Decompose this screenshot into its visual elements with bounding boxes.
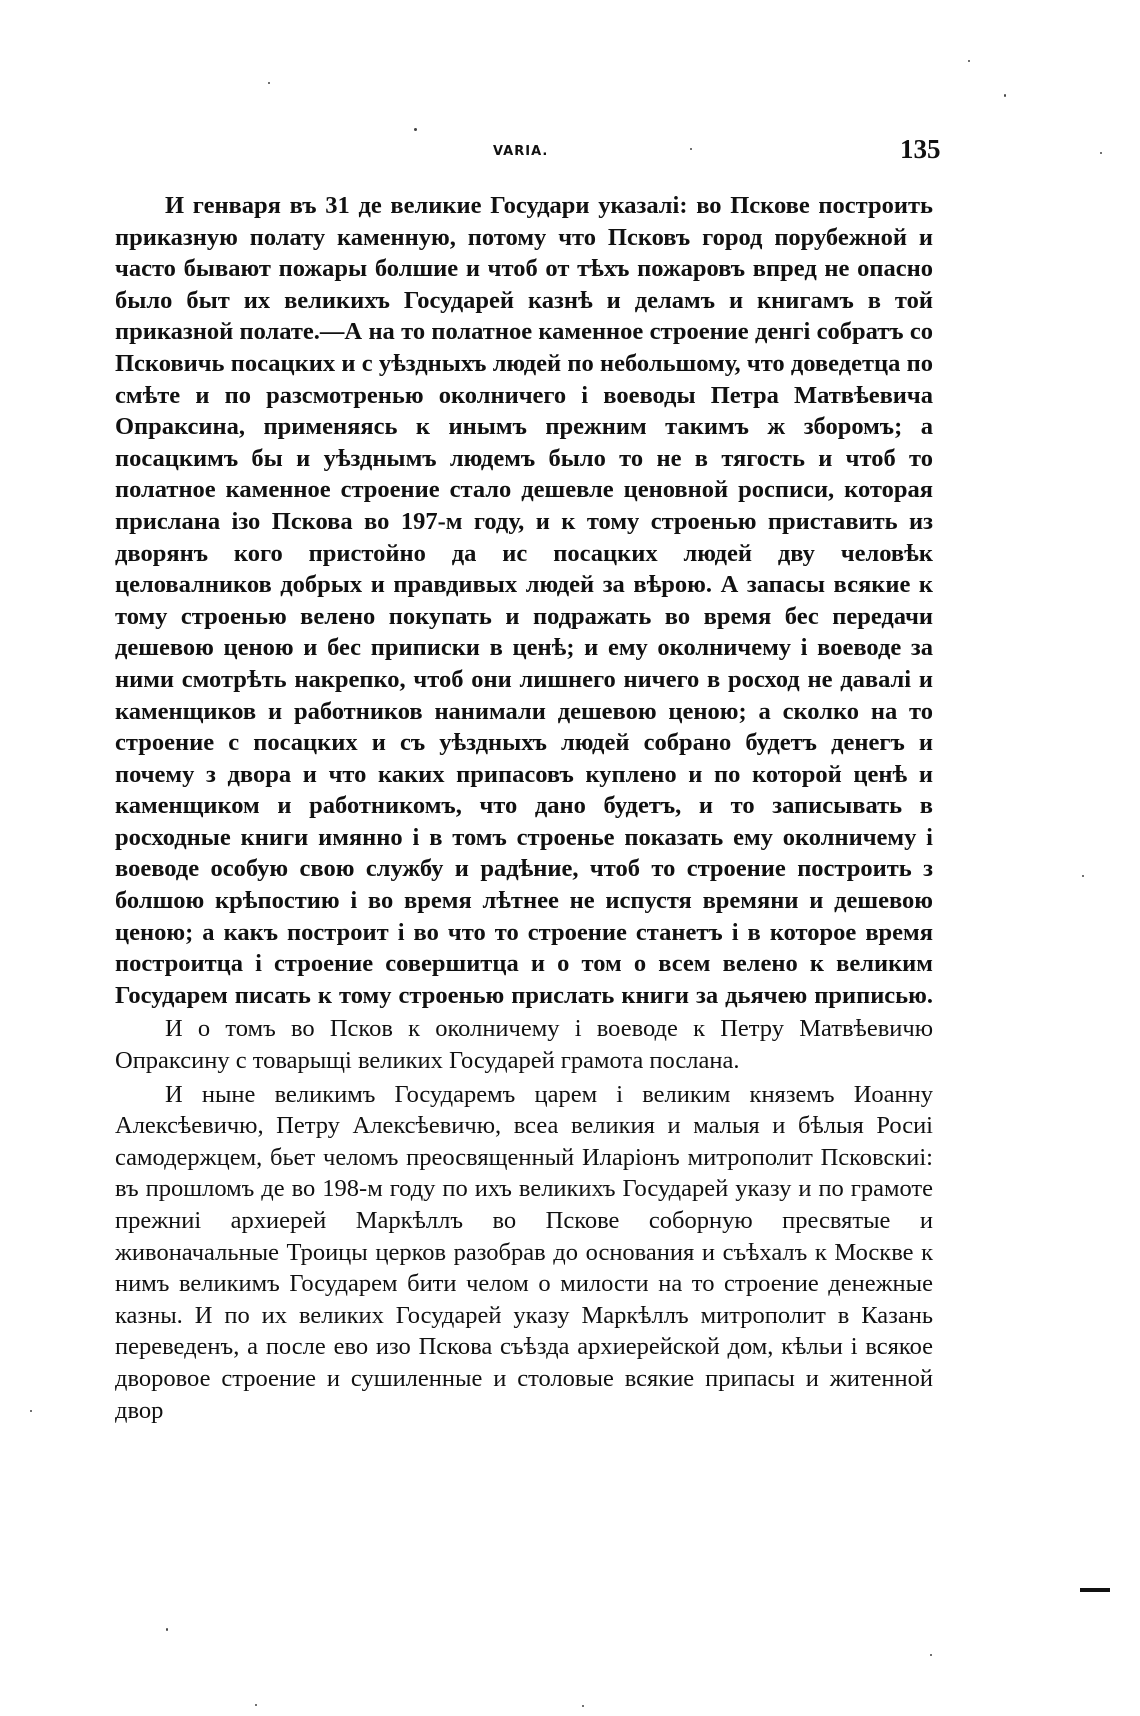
body-text bbox=[115, 190, 933, 1426]
paragraph: И ныне великимъ Государемъ царем і великим княземъ Иоанну Алексѣевичю, Петру Алексѣевичю, всеа великия и малыя и бѣлыя Росиі самодержцем, бьет челомъ преосвященный Иларіонъ митрополит Псковскиі: въ прошломъ де во 198-м году по ихъ великихъ Государей указу и по грамоте прежниі архиерей Маркѣллъ во Пскове соборную пресвятые и живоначальные Троицы церков разобрав до основания и съѣхалъ к Москве к нимъ великимъ Государем бити челом о милости на то строение денежные казны. И по их великих Государей указу Маркѣллъ митрополит в Казань переведенъ, а после ево изо Пскова съѣзда архиерейской дом, кѣльи і всякое дворовое строение и сушиленные и столовые всякие припасы и житенной двор bbox=[115, 1080, 933, 1424]
running-title: VARIA. bbox=[493, 144, 549, 159]
scan-speck bbox=[1100, 152, 1102, 154]
scan-speck bbox=[930, 1654, 932, 1656]
scan-speck bbox=[255, 1704, 257, 1706]
scan-speck bbox=[690, 148, 692, 150]
page-number: 135 bbox=[900, 134, 941, 164]
scan-speck bbox=[30, 1410, 32, 1412]
scan-speck bbox=[968, 60, 970, 62]
scan-speck bbox=[1004, 94, 1006, 97]
running-head bbox=[0, 134, 1140, 170]
paragraph: И генваря въ 31 де великие Государи указалі: во Пскове построить приказную полату каменную, потому что Псковъ город порубежной и часто бывают пожары болшие и чтоб от тѣхъ пожаровъ впред не опасно было быт их великихъ Государей казнѣ и деламъ и книгамъ в той приказной полате.—А на то полатное каменное строение денгі собратъ со Псковичь посацких и с уѣздныхъ людей по небольшому, что доведетца по смѣте и по разсмотренью околничего і воеводы Петра Матвѣевича Опраксина, применяясь к инымъ прежним такимъ ж зборомъ; а посацкимъ бы и уѣзднымъ людемъ было то не в тягость и чтоб то полатное каменное строение стало дешевле ценовной росписи, которая прислана ізо Пскова во 197-м году, и к тому строенью приставить из дворянъ кого пристойно да ис посацких людей дву человѣк целовалников добрых и правдивых людей за вѣрою. А запасы всякие к тому строенью велено покупать и подражать во время бес передачи дешевою ценою и бес приписки в ценѣ; и ему околничему і воеводе за ними смотрѣть накрепко, чтоб они лишнего ничего в росход не давалі и каменщиков и работников нанимали дешевою ценою; а сколко на то строение с посацких и съ уѣздныхъ людей собрано будетъ денегъ и почему з двора и что каких припасовъ куплено и по которой ценѣ и каменщиком и работникомъ, что дано будетъ, и то записывать в росходные книги имянно і в томъ строенье показать ему околничему і воеводе особую свою службу и радѣние, чтоб то строение построить з болшою крѣпостию і во время лѣтнее не испустя времяни и дешевою ценою; а какъ построит і во что то строение станетъ і в которое время построитца і строение совершитца и о том о всем велено к великим Государем писать к тому строенью прислать книги за дьячею приписью. bbox=[115, 192, 933, 1009]
scan-speck bbox=[268, 82, 270, 84]
scan-dash-mark bbox=[1080, 1588, 1110, 1592]
scan-speck bbox=[1082, 875, 1084, 877]
scan-speck bbox=[582, 1705, 584, 1707]
scan-speck bbox=[166, 1628, 168, 1631]
scan-speck bbox=[414, 128, 417, 131]
paragraph: И о томъ во Псков к околничему і воеводе к Петру Матвѣевичю Опраксину с товарыщі великих Государей грамота послана. bbox=[115, 1015, 933, 1075]
